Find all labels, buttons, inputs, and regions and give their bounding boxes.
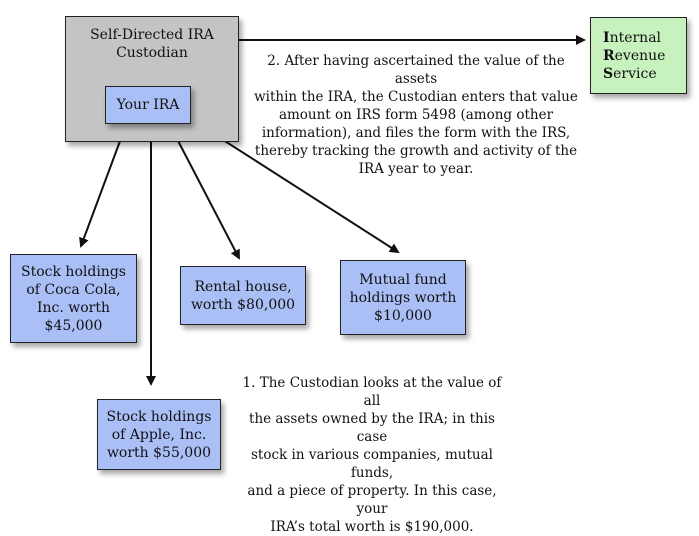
irs-label bbox=[603, 29, 665, 83]
mutual-fund-box bbox=[340, 260, 466, 335]
arrow-to-coca-cola bbox=[81, 133, 123, 246]
apple-holdings-box bbox=[97, 399, 221, 470]
apple-holdings-label: Stock holdings of Apple, Inc. worth $55,000 bbox=[106, 408, 212, 461]
your-ira-label: Your IRA bbox=[116, 97, 180, 113]
step-2-note: 2. After having ascertained the value of the assets within the IRA, the Custodian enters that value amount on IRS form 5498 (among other information), and files the form with the IRS, thereby tracking the growth and activity of the IRA year to year. bbox=[254, 53, 578, 177]
irs-box bbox=[590, 17, 687, 94]
step-1-note: 1. The Custodian looks at the value of all the assets owned by the IRA; in this case stock in various companies, mutual funds, and a piece of property. In this case, your IRA’s total worth is $190,000. bbox=[242, 375, 502, 535]
rental-house-label: Rental house, worth $80,000 bbox=[190, 278, 296, 313]
irs-line-service: Service bbox=[603, 65, 657, 82]
irs-line-internal: Internal bbox=[603, 29, 662, 46]
your-ira-box bbox=[105, 86, 191, 124]
coca-cola-holdings-box bbox=[10, 254, 137, 343]
coca-cola-holdings-label: Stock holdings of Coca Cola, Inc. worth $45,000 bbox=[21, 263, 126, 334]
arrow-to-rental bbox=[175, 135, 239, 258]
rental-house-box bbox=[180, 266, 306, 325]
mutual-fund-label: Mutual fund holdings worth $10,000 bbox=[349, 271, 457, 324]
custodian-label: Self-Directed IRA Custodian bbox=[90, 27, 214, 61]
irs-line-revenue: Revenue bbox=[603, 47, 666, 64]
